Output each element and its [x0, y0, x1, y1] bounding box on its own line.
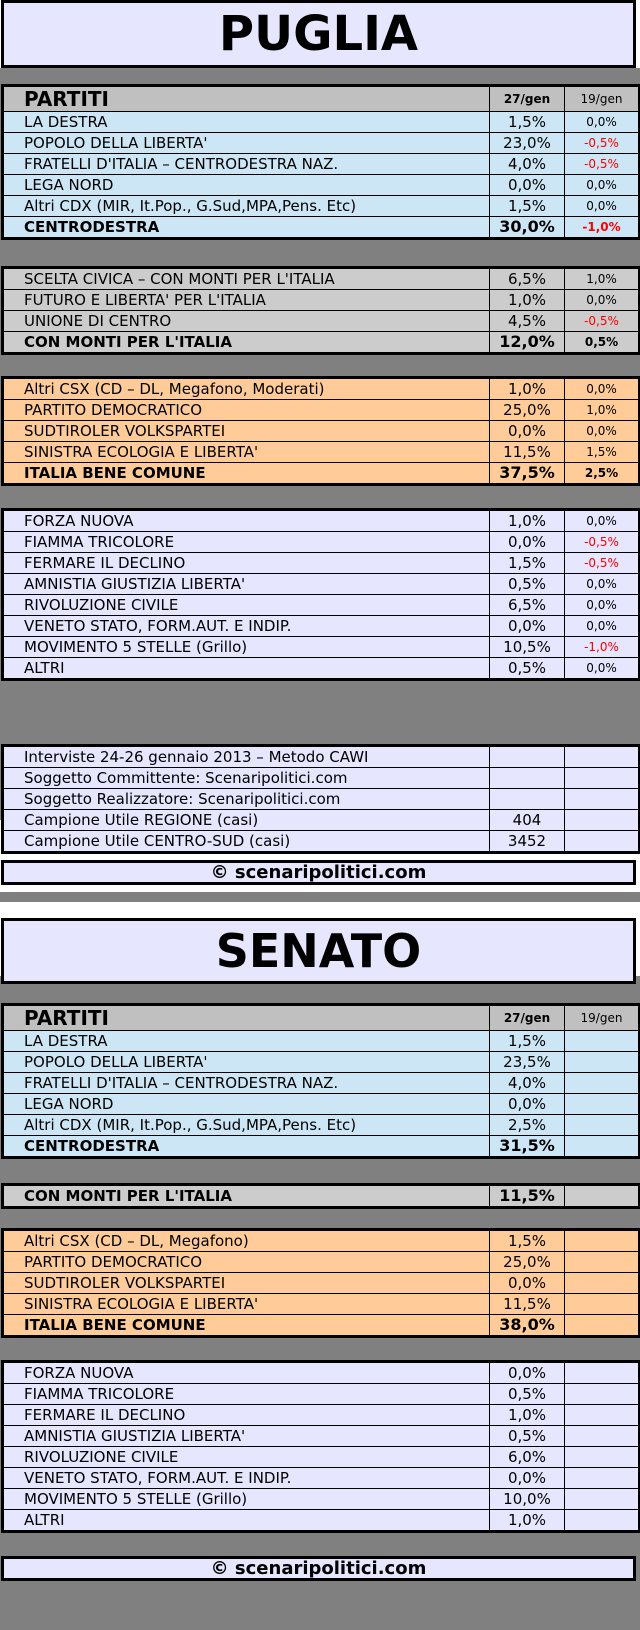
coalition-value: 11,5%: [490, 1185, 565, 1208]
party-delta-empty: [565, 1073, 640, 1094]
table-row: [3, 1273, 640, 1294]
col1-header: 27/gen: [490, 1005, 565, 1031]
table-row: [3, 1094, 640, 1115]
party-name: Altri CSX (CD – DL, Megafono): [3, 1230, 490, 1252]
info-empty: [565, 768, 640, 789]
party-value: 0,0%: [490, 421, 565, 442]
total-row: [3, 463, 640, 485]
party-name: LA DESTRA: [3, 112, 490, 133]
party-value: 0,0%: [490, 1273, 565, 1294]
table-row: [3, 1510, 640, 1532]
coalition-delta: -1,0%: [565, 217, 640, 239]
table-row: [3, 574, 640, 595]
party-value: 2,5%: [490, 1115, 565, 1136]
coalition-delta-empty: [565, 1136, 640, 1158]
coalition-delta-empty: [565, 1185, 640, 1208]
party-delta: 0,0%: [565, 574, 640, 595]
party-value: 0,0%: [490, 175, 565, 196]
party-name: SINISTRA ECOLOGIA E LIBERTA': [3, 442, 490, 463]
party-name: FRATELLI D'ITALIA – CENTRODESTRA NAZ.: [3, 1073, 490, 1094]
info-value: [490, 746, 565, 768]
coalition-value: 38,0%: [490, 1315, 565, 1337]
party-delta: -1,0%: [565, 637, 640, 658]
party-delta: 1,0%: [565, 400, 640, 421]
party-value: 1,5%: [490, 196, 565, 217]
total-row: [3, 332, 640, 354]
party-name: Altri CDX (MIR, It.Pop., G.Sud,MPA,Pens. Etc): [3, 196, 490, 217]
party-value: 10,5%: [490, 637, 565, 658]
total-row: [3, 217, 640, 239]
party-name: FORZA NUOVA: [3, 510, 490, 532]
party-value: 4,5%: [490, 311, 565, 332]
info-label: Campione Utile CENTRO-SUD (casi): [3, 831, 490, 853]
info-label: Campione Utile REGIONE (casi): [3, 810, 490, 831]
party-value: 1,0%: [490, 1510, 565, 1532]
puglia-csx-table: [1, 376, 640, 486]
party-delta-empty: [565, 1447, 640, 1468]
table-row: [3, 510, 640, 532]
coalition-name: CENTRODESTRA: [3, 217, 490, 239]
coalition-value: 37,5%: [490, 463, 565, 485]
table-row: [3, 658, 640, 680]
party-name: SINISTRA ECOLOGIA E LIBERTA': [3, 1294, 490, 1315]
table-row: [3, 196, 640, 217]
total-row: [3, 1136, 640, 1158]
party-name: FIAMMA TRICOLORE: [3, 532, 490, 553]
table-row: [3, 1230, 640, 1252]
party-value: 6,5%: [490, 595, 565, 616]
table-row: [3, 637, 640, 658]
coalition-value: 12,0%: [490, 332, 565, 354]
party-delta-empty: [565, 1031, 640, 1052]
party-delta-empty: [565, 1426, 640, 1447]
party-name: RIVOLUZIONE CIVILE: [3, 595, 490, 616]
party-delta-empty: [565, 1510, 640, 1532]
party-name: PARTITO DEMOCRATICO: [3, 1252, 490, 1273]
party-value: 10,0%: [490, 1489, 565, 1510]
party-delta: 0,0%: [565, 196, 640, 217]
party-name: AMNISTIA GIUSTIZIA LIBERTA': [3, 1426, 490, 1447]
party-value: 11,5%: [490, 1294, 565, 1315]
party-delta-empty: [565, 1115, 640, 1136]
party-delta: -0,5%: [565, 154, 640, 175]
party-value: 23,0%: [490, 133, 565, 154]
senato-altri-table: [1, 1360, 640, 1533]
party-delta: 0,0%: [565, 658, 640, 680]
party-delta: 0,0%: [565, 175, 640, 196]
info-label: Soggetto Committente: Scenaripolitici.com: [3, 768, 490, 789]
party-name: FIAMMA TRICOLORE: [3, 1384, 490, 1405]
table-row: [3, 1052, 640, 1073]
col2-header: 19/gen: [565, 86, 640, 112]
senato-title: SENATO: [1, 918, 636, 984]
table-row: [3, 1031, 640, 1052]
col1-header: 27/gen: [490, 86, 565, 112]
table-row: [3, 768, 640, 789]
party-value: 25,0%: [490, 1252, 565, 1273]
table-row: [3, 1384, 640, 1405]
table-row: [3, 831, 640, 853]
party-value: 1,0%: [490, 378, 565, 400]
party-name: RIVOLUZIONE CIVILE: [3, 1447, 490, 1468]
info-value: 3452: [490, 831, 565, 853]
party-value: 0,5%: [490, 1426, 565, 1447]
party-name: FUTURO E LIBERTA' PER L'ITALIA: [3, 290, 490, 311]
party-name: AMNISTIA GIUSTIZIA LIBERTA': [3, 574, 490, 595]
info-label: Soggetto Realizzatore: Scenaripolitici.com: [3, 789, 490, 810]
senato-csx-table: [1, 1228, 640, 1338]
party-value: 0,0%: [490, 1094, 565, 1115]
party-delta: 1,5%: [565, 442, 640, 463]
info-empty: [565, 831, 640, 853]
info-empty: [565, 810, 640, 831]
party-value: 1,5%: [490, 553, 565, 574]
party-name: Altri CDX (MIR, It.Pop., G.Sud,MPA,Pens. Etc): [3, 1115, 490, 1136]
puglia-altri-table: [1, 508, 640, 681]
senato-monti-table: [1, 1183, 640, 1209]
puglia-monti-table: [1, 266, 640, 355]
party-name: UNIONE DI CENTRO: [3, 311, 490, 332]
party-value: 1,0%: [490, 510, 565, 532]
table-row: [3, 1362, 640, 1384]
party-delta: -0,5%: [565, 532, 640, 553]
party-name: FERMARE IL DECLINO: [3, 553, 490, 574]
total-row: [3, 1315, 640, 1337]
party-value: 1,0%: [490, 290, 565, 311]
party-delta: 0,0%: [565, 421, 640, 442]
coalition-value: 30,0%: [490, 217, 565, 239]
puglia-title: PUGLIA: [1, 0, 636, 68]
total-row: [3, 1185, 640, 1208]
party-name: PARTITO DEMOCRATICO: [3, 400, 490, 421]
copyright-banner: © scenaripolitici.com: [1, 860, 636, 885]
party-delta: -0,5%: [565, 553, 640, 574]
table-row: [3, 290, 640, 311]
coalition-name: CENTRODESTRA: [3, 1136, 490, 1158]
table-row: [3, 400, 640, 421]
party-delta-empty: [565, 1468, 640, 1489]
party-value: 1,0%: [490, 1405, 565, 1426]
puglia-centrodestra-table: [1, 84, 640, 240]
party-value: 11,5%: [490, 442, 565, 463]
party-delta: 1,0%: [565, 268, 640, 290]
coalition-name: ITALIA BENE COMUNE: [3, 1315, 490, 1337]
info-value: [490, 768, 565, 789]
party-value: 0,0%: [490, 1362, 565, 1384]
party-name: SUDTIROLER VOLKSPARTEI: [3, 1273, 490, 1294]
table-row: [3, 810, 640, 831]
table-row: [3, 442, 640, 463]
party-value: 6,5%: [490, 268, 565, 290]
party-value: 1,5%: [490, 112, 565, 133]
senato-centrodestra-table: [1, 1003, 640, 1159]
party-delta-empty: [565, 1384, 640, 1405]
info-empty: [565, 789, 640, 810]
party-delta: 0,0%: [565, 595, 640, 616]
party-delta: 0,0%: [565, 616, 640, 637]
party-delta-empty: [565, 1230, 640, 1252]
party-value: 4,0%: [490, 154, 565, 175]
party-value: 0,0%: [490, 532, 565, 553]
party-value: 0,5%: [490, 658, 565, 680]
party-name: SCELTA CIVICA – CON MONTI PER L'ITALIA: [3, 268, 490, 290]
party-name: POPOLO DELLA LIBERTA': [3, 1052, 490, 1073]
party-value: 23,5%: [490, 1052, 565, 1073]
coalition-delta-empty: [565, 1315, 640, 1337]
table-row: [3, 789, 640, 810]
coalition-value: 31,5%: [490, 1136, 565, 1158]
table-row: [3, 1489, 640, 1510]
table-row: [3, 112, 640, 133]
party-value: 4,0%: [490, 1073, 565, 1094]
coalition-delta: 0,5%: [565, 332, 640, 354]
party-name: FORZA NUOVA: [3, 1362, 490, 1384]
party-name: VENETO STATO, FORM.AUT. E INDIP.: [3, 1468, 490, 1489]
table-row: [3, 311, 640, 332]
table-row: [3, 1447, 640, 1468]
party-name: LA DESTRA: [3, 1031, 490, 1052]
party-delta-empty: [565, 1252, 640, 1273]
table-row: [3, 1115, 640, 1136]
table-row: [3, 553, 640, 574]
table-row: [3, 616, 640, 637]
party-name: VENETO STATO, FORM.AUT. E INDIP.: [3, 616, 490, 637]
coalition-name: ITALIA BENE COMUNE: [3, 463, 490, 485]
party-value: 6,0%: [490, 1447, 565, 1468]
coalition-name: CON MONTI PER L'ITALIA: [3, 332, 490, 354]
party-name: ALTRI: [3, 658, 490, 680]
party-value: 0,5%: [490, 1384, 565, 1405]
party-delta-empty: [565, 1405, 640, 1426]
party-name: FERMARE IL DECLINO: [3, 1405, 490, 1426]
party-delta: 0,0%: [565, 510, 640, 532]
party-value: 0,0%: [490, 616, 565, 637]
party-value: 25,0%: [490, 400, 565, 421]
table-row: [3, 154, 640, 175]
party-delta: -0,5%: [565, 133, 640, 154]
survey-info-table: [1, 744, 640, 854]
table-header-row: [3, 1005, 640, 1031]
party-value: 1,5%: [490, 1031, 565, 1052]
table-row: [3, 1252, 640, 1273]
party-value: 0,0%: [490, 1468, 565, 1489]
coalition-name: CON MONTI PER L'ITALIA: [3, 1185, 490, 1208]
party-delta: 0,0%: [565, 290, 640, 311]
table-row: [3, 175, 640, 196]
party-delta-empty: [565, 1294, 640, 1315]
party-delta-empty: [565, 1489, 640, 1510]
party-name: MOVIMENTO 5 STELLE (Grillo): [3, 1489, 490, 1510]
copyright-banner: © scenaripolitici.com: [1, 1556, 636, 1581]
partiti-header: PARTITI: [3, 86, 490, 112]
party-delta-empty: [565, 1094, 640, 1115]
coalition-delta: 2,5%: [565, 463, 640, 485]
info-value: 404: [490, 810, 565, 831]
table-row: [3, 268, 640, 290]
table-row: [3, 133, 640, 154]
table-row: [3, 532, 640, 553]
party-value: 1,5%: [490, 1230, 565, 1252]
table-row: [3, 746, 640, 768]
party-name: SUDTIROLER VOLKSPARTEI: [3, 421, 490, 442]
party-name: Altri CSX (CD – DL, Megafono, Moderati): [3, 378, 490, 400]
party-delta: 0,0%: [565, 378, 640, 400]
table-row: [3, 421, 640, 442]
table-header-row: [3, 86, 640, 112]
party-name: POPOLO DELLA LIBERTA': [3, 133, 490, 154]
party-delta-empty: [565, 1362, 640, 1384]
table-row: [3, 1073, 640, 1094]
table-row: [3, 595, 640, 616]
party-delta: 0,0%: [565, 112, 640, 133]
table-row: [3, 1405, 640, 1426]
party-name: MOVIMENTO 5 STELLE (Grillo): [3, 637, 490, 658]
info-value: [490, 789, 565, 810]
info-label: Interviste 24-26 gennaio 2013 – Metodo CAWI: [3, 746, 490, 768]
background-band: [0, 892, 640, 902]
table-row: [3, 378, 640, 400]
col2-header: 19/gen: [565, 1005, 640, 1031]
table-row: [3, 1294, 640, 1315]
party-name: ALTRI: [3, 1510, 490, 1532]
party-delta: -0,5%: [565, 311, 640, 332]
party-delta-empty: [565, 1052, 640, 1073]
info-empty: [565, 746, 640, 768]
party-name: FRATELLI D'ITALIA – CENTRODESTRA NAZ.: [3, 154, 490, 175]
table-row: [3, 1468, 640, 1489]
party-name: LEGA NORD: [3, 175, 490, 196]
table-row: [3, 1426, 640, 1447]
party-value: 0,5%: [490, 574, 565, 595]
party-delta-empty: [565, 1273, 640, 1294]
partiti-header: PARTITI: [3, 1005, 490, 1031]
party-name: LEGA NORD: [3, 1094, 490, 1115]
